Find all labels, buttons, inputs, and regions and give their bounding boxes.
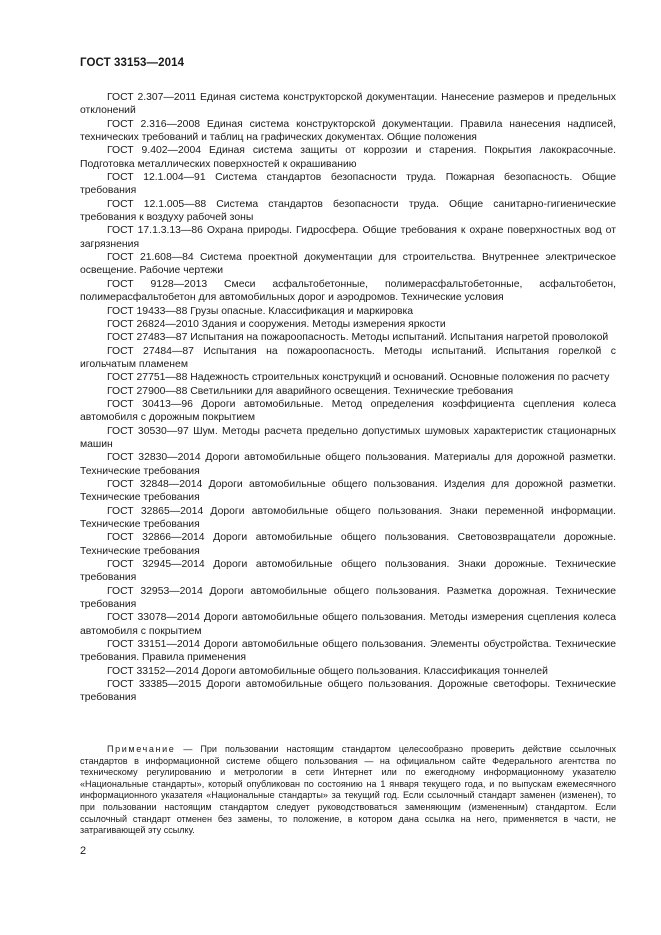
reference-item: ГОСТ 27900—88 Светильники для аварийного освещения. Технические требования [107,385,514,397]
reference-item: ГОСТ 33078—2014 Дороги автомобильные общего пользования. Методы измерения сцепления колеса автомобиля с покрытием [80,612,616,637]
reference-item: ГОСТ 27483—87 Испытания на пожароопасность. Методы испытаний. Испытания нагретой проволокой [107,332,609,344]
reference-item: ГОСТ 9128—2013 Смеси асфальтобетонные, полимерасфальтобетонные, асфальтобетон, полимерасфальтобетон для автомобильных дорог и аэродромов. Технические условия [80,278,616,304]
reference-item: ГОСТ 30530—97 Шум. Методы расчета предельно допустимых шумовых характеристик стационарных машин [80,425,616,450]
reference-item: ГОСТ 26824—2010 Здания и сооружения. Методы измерения яркости [107,318,446,330]
reference-item: ГОСТ 33152—2014 Дороги автомобильные общего пользования. Классификация тоннелей [107,665,548,677]
note-text: — При пользовании настоящим стандартом целесообразно проверить действие ссылочных стандартов в информационной системе общего пользования — на официальном сайте Федерального агентства по техническому регулированию и метрологии в сети Интернет или по ежегодному информационному указателю «Национальные стандарты», который опубликован по состоянию на 1 января текущего года, и по выпускам ежемесячного информационного указателя «Национальные стандарты» за текущий год. Если ссылочный стандарт заменен (изменен), то при пользовании настоящим стандартом следует руководствоваться заменяющим (измененным) стандартом. Если ссылочный стандарт отменен без замены, то положение, в котором дана ссылка на него, применяется в части, не затрагивающей эту ссылку. [80,744,616,836]
reference-item: ГОСТ 27751—88 Надежность строительных конструкций и оснований. Основные положения по расчету [107,372,610,384]
note-label: Примечание [107,744,176,754]
reference-item: ГОСТ 32848—2014 Дороги автомобильные общего пользования. Изделия для дорожной разметки. Технические требования [80,478,616,504]
reference-item: ГОСТ 33385—2015 Дороги автомобильные общего пользования. Дорожные светофоры. Технические требования [80,679,616,704]
reference-item: ГОСТ 30413—96 Дороги автомобильные. Метод определения коэффициента сцепления колеса автомобиля с дорожным покрытием [80,398,616,424]
reference-item: ГОСТ 21.608—84 Система проектной документации для строительства. Внутреннее электрическое освещение. Рабочие чертежи [80,252,616,277]
normative-references-list [80,91,616,705]
reference-item: ГОСТ 33151—2014 Дороги автомобильные общего пользования. Элементы обустройства. Технические требования. Правила применения [80,639,616,664]
page-number: 2 [80,845,87,857]
reference-item: ГОСТ 27484—87 Испытания на пожароопасность. Методы испытаний. Испытания горелкой с игольчатым пламенем [80,345,616,370]
reference-item: ГОСТ 32830—2014 Дороги автомобильные общего пользования. Материалы для дорожной разметки. Технические требования [80,452,616,477]
reference-item: ГОСТ 12.1.005—88 Система стандартов безопасности труда. Общие санитарно-гигиенические требования к воздуху рабочей зоны [80,198,616,224]
reference-item: ГОСТ 32866—2014 Дороги автомобильные общего пользования. Световозвращатели дорожные. Технические требования [80,532,616,557]
reference-item: ГОСТ 9.402—2004 Единая система защиты от коррозии и старения. Покрытия лакокрасочные. Подготовка металлических поверхностей к окрашиванию [80,145,616,170]
reference-item: ГОСТ 2.307—2011 Единая система конструкторской документации. Нанесение размеров и предельных отклонений [80,92,616,117]
reference-item: ГОСТ 19433—88 Грузы опасные. Классификация и маркировка [107,305,414,317]
reference-item: ГОСТ 2.316—2008 Единая система конструкторской документации. Правила нанесения надписей, технических требований и таблиц на графических документах. Общие положения [80,118,616,144]
note-block [80,744,616,837]
reference-item: ГОСТ 17.1.3.13—86 Охрана природы. Гидросфера. Общие требования к охране поверхностных вод от загрязнения [80,225,616,250]
reference-item: ГОСТ 32945—2014 Дороги автомобильные общего пользования. Знаки дорожные. Технические требования [80,559,616,584]
reference-item: ГОСТ 12.1.004—91 Система стандартов безопасности труда. Пожарная безопасность. Общие требования [80,172,616,197]
note-paragraph [80,744,616,837]
document-header: ГОСТ 33153—2014 [80,57,185,69]
reference-item: ГОСТ 32865—2014 Дороги автомобильные общего пользования. Знаки переменной информации. Технические требования [80,505,616,530]
reference-item: ГОСТ 32953—2014 Дороги автомобильные общего пользования. Разметка дорожная. Технические требования [80,585,616,611]
